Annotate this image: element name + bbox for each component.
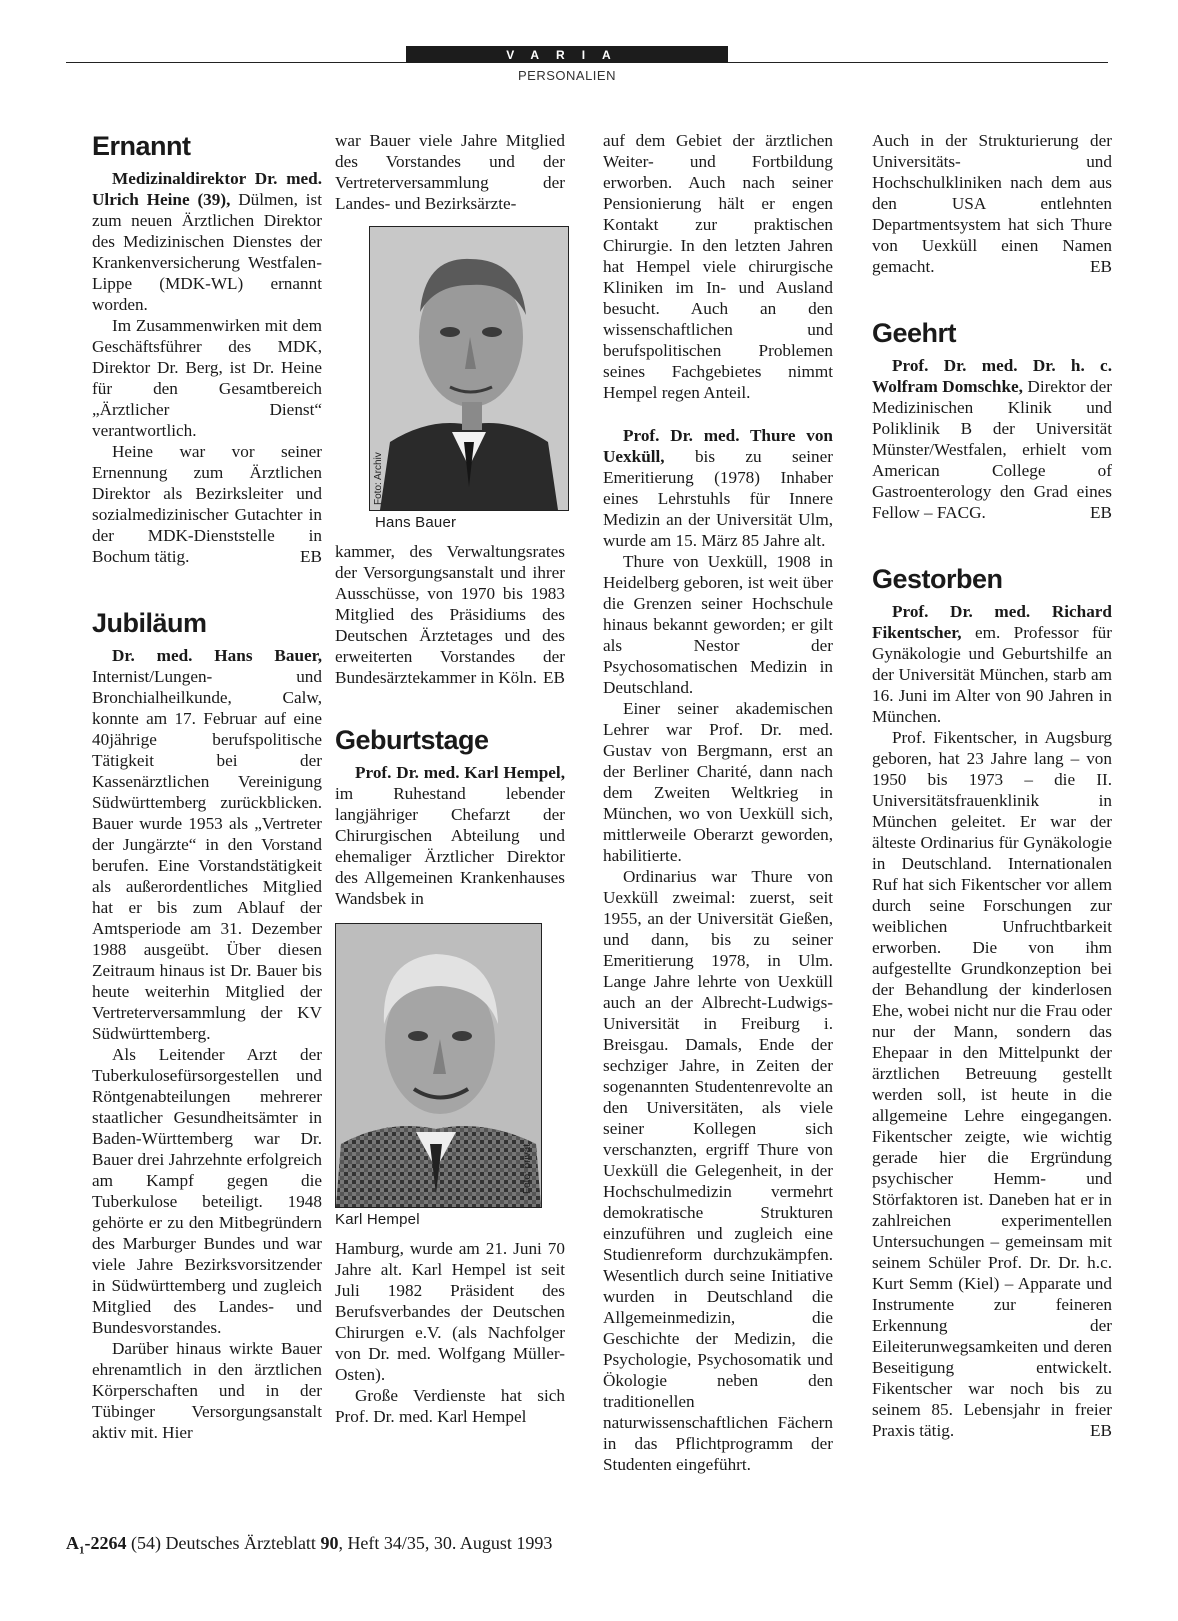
geburtstage-paragraph-3: Große Verdienste hat sich Prof. Dr. med. Karl Hempel: [335, 1386, 565, 1426]
domschke-name: Prof. Dr. med. Dr. h. c. Wolfram Domschke,: [872, 356, 1112, 396]
fikentscher-name: Prof. Dr. med. Richard Fikentscher,: [872, 602, 1112, 642]
ernannt-paragraph-1: Medizinaldirektor Dr. med. Ulrich Heine (39), Dülmen, ist zum neuen Ärztlichen Direktor des Medizinischen Dienstes der Krankenversicherung Westfalen-Lippe (MDK-WL) ernannt worden.: [92, 169, 322, 314]
jubilaeum-paragraph-1: Dr. med. Hans Bauer, Internist/Lungen- und Bronchialheilkunde, Calw, konnte am 17. Februar auf eine 40jährige berufspolitische Tätigkeit bei der Kassenärztlichen Vereinigung Südwürttemberg zurückblicken. Bauer wurde 1953 als „Vertreter der Jungärzte“ in den Vorstand berufen. Eine Vorstandstätigkeit als außerordentliches Mitglied hat er bis zum Ablauf der Amtsperiode am 31. Dezember 1988 ausgeübt. Über diesen Zeitraum hinaus ist Dr. Bauer bis heute weiterhin Mitglied der Vertreterversammlung der KV Südwürttemberg.: [92, 646, 322, 1043]
uexkuell-paragraph-1: Prof. Dr. med. Thure von Uexküll, bis zu seiner Emeritierung (1978) Inhaber eines Lehrstuhls für Innere Medizin an der Universität Ulm, wurde am 15. März 85 Jahre alt.: [603, 426, 833, 550]
header-rule-right: [728, 62, 1108, 63]
page-code: $A_1-2264$: [66, 1533, 127, 1557]
column-1: [92, 130, 322, 1443]
uexkuell-paragraph-2: Thure von Uexküll, 1908 in Heidelberg geboren, ist weit über die Grenzen seiner Hochschule hinaus bekannt geworden; er gilt als Nestor der Psychosomatischen Medizin in Deutschland.: [603, 552, 833, 697]
varia-banner: VARIA: [406, 46, 728, 63]
hempel-name: Prof. Dr. med. Karl Hempel,: [355, 763, 565, 782]
uexkuell-paragraph-5: Auch in der Strukturierung der Universitäts- und Hochschulkliniken nach dem aus den USA entlehnten Departmentsystem hat sich Thure von Uexküll einen Namen gemacht. EB: [872, 131, 1112, 276]
uexkuell-name: Prof. Dr. med. Thure von Uexküll,: [603, 426, 833, 466]
heading-ernannt: Ernannt: [92, 131, 191, 161]
geburtstage-paragraph-4: auf dem Gebiet der ärztlichen Weiter- und Fortbildung erworben. Auch nach seiner Pensionierung hält er engen Kontakt zur praktischen Chirurgie. In den letzten Jahren hat Hempel viele chirurgische Kliniken im In- und Ausland besucht. Auch an den wissenschaftlichen und berufspolitischen Problemen seines Fachgebietes nimmt Hempel regen Anteil.: [603, 131, 833, 402]
photo-karl-hempel: [335, 923, 542, 1208]
footer-text: (54) Deutsches Ärzteblatt: [126, 1533, 321, 1553]
jubilaeum-paragraph-2: Als Leitender Arzt der Tuberkulosefürsorgestellen und Röntgenabteilungen mehrerer staatlicher Gesundheitsämter in Baden-Württemberg war Dr. Bauer drei Jahrzehnte erfolgreich am Kampf gegen die Tuberkulose beteiligt. 1948 gehörte er zu den Mitbegründern des Marburger Bundes und war viele Jahre Bezirksvorsitzender in Südwürttemberg und zugleich Mitglied des Landes- und Bundesvorstandes.: [92, 1045, 322, 1337]
jubilaeum-name: Dr. med. Hans Bauer,: [112, 646, 322, 665]
gestorben-sign: EB: [1090, 1421, 1112, 1440]
ernannt-paragraph-2: Im Zusammenwirken mit dem Geschäftsführer des MDK, Direktor Dr. Berg, ist Dr. Heine für den Gesamtbereich „Ärztlicher Dienst“ verantwortlich.: [92, 316, 322, 440]
portrait-hans-bauer: [370, 227, 568, 510]
geburtstage-paragraph-2: Hamburg, wurde am 21. Juni 70 Jahre alt. Karl Hempel ist seit Juli 1982 Präsident des Berufsverbandes der Deutschen Chirurgen e.V. (als Nachfolger von Dr. med. Wolfgang Müller-Osten).: [335, 1239, 565, 1384]
gestorben-paragraph-1: Prof. Dr. med. Richard Fikentscher, em. Professor für Gynäkologie und Geburtshilfe an der Universität München, starb am 16. Juni im Alter von 90 Jahren in München.: [872, 602, 1112, 726]
jubilaeum-paragraph-3: Darüber hinaus wirkte Bauer ehrenamtlich in den ärztlichen Körperschaften und in der Tübinger Versorgungsanstalt aktiv mit. Hier: [92, 1339, 322, 1442]
caption-karl-hempel: Karl Hempel: [335, 1211, 420, 1228]
geburtstage-sign: EB: [1090, 257, 1112, 276]
uexkuell-paragraph-4: Ordinarius war Thure von Uexküll zweimal: zuerst, seit 1955, an der Universität Gießen, und dann, bis zu seiner Emeritierung 1978, in Ulm. Lange Jahre lehrte von Uexküll auch an der Albrecht-Ludwigs-Universität in Freiburg i. Breisgau. Damals, Ende der sechziger Jahre, in Zeiten der sogenannten Studentenrevolte an den Universitäten, als viele seiner Kollegen sich verschanzten, ergriff Thure von Uexküll die Gelegenheit, in der Hochschulmedizin vermehrt demokratische Strukturen einzuführen und zugleich eine Studienreform durchzukämpfen. Wesentlich durch seine Initiative wurden in Deutschland die Allgemeinmedizin, die Geschichte der Medizin, die Psychologie, Psychosomatik und Ökologie neben den traditionellen naturwissenschaftlichen Fächern in das Pflichtprogramm der Studenten eingeführt.: [603, 867, 833, 1474]
geehrt-sign: EB: [1090, 503, 1112, 522]
heading-geburtstage: Geburtstage: [335, 725, 489, 755]
heading-jubilaeum: Jubiläum: [92, 608, 207, 638]
column-2: [335, 130, 565, 1427]
caption-hans-bauer: Hans Bauer: [375, 514, 457, 531]
column-3: [603, 130, 833, 1475]
header-rule-left: [66, 62, 406, 63]
page-footer: $A_1-2264$ (54) Deutsches Ärzteblatt 90, Heft 34/35, 30. August 1993: [66, 1533, 553, 1557]
ernannt-paragraph-3: Heine war vor seiner Ernennung zum Ärztlichen Direktor als Bezirksleiter und sozialmedizinischer Gutachter in der MDK-Dienststelle in Bochum tätig. EB: [92, 442, 322, 566]
geehrt-paragraph-1: Prof. Dr. med. Dr. h. c. Wolfram Domschke, Direktor der Medizinischen Klinik und Poliklinik B der Universität Münster/Westfalen, erhielt vom American College of Gastroenterology den Grad eines Fellow – FACG. EB: [872, 356, 1112, 522]
heading-geehrt: Geehrt: [872, 318, 957, 348]
gestorben-paragraph-2: Prof. Fikentscher, in Augsburg geboren, hat 23 Jahre lang – von 1950 bis 1973 – die II. Universitätsfrauenklinik in München geleitet. Er war der älteste Ordinarius für Gynäkologie in Deutschland. Internationalen Ruf hat sich Fikentscher vor allem durch seine Forschungen zur weiblichen Unfruchtbarkeit erworben. Die von ihm aufgestellte Grundkonzeption bei der Behandlung der kinderlosen Ehe, wobei nicht nur die Frau oder nur der Mann, sondern das Ehepaar in den Mittelpunkt der ärztlichen Betreuung gestellt werden soll, ist heute in die allgemeine Lehre eingegangen. Fikentscher zeigte, wie wichtig gerade hier die Ergründung psychischer Hemm- und Störfaktoren ist. Daneben hat er in zahlreichen experimentellen Untersuchungen – gemeinsam mit seinem Schüler Prof. Dr. Dr. h.c. Kurt Semm (Kiel) – Apparate und Instrumente zur feineren Erkennung der Eileiterunwegsamkeiten und deren Beseitigung entwickelt. Fikentscher war noch bis zu seinem 85. Lebensjahr in freier Praxis tätig. EB: [872, 728, 1112, 1440]
portrait-karl-hempel: [336, 924, 541, 1207]
geburtstage-paragraph-1: Prof. Dr. med. Karl Hempel, im Ruhestand lebender langjähriger Chefarzt der Chirurgischen Abteilung und ehemaliger Ärztlicher Direktor des Allgemeinen Krankenhauses Wandsbek in: [335, 763, 565, 908]
ernannt-sign: EB: [300, 547, 322, 566]
section-label: PERSONALIEN: [518, 68, 616, 83]
heading-gestorben: Gestorben: [872, 564, 1003, 594]
ernannt-name: Medizinaldirektor Dr. med. Ulrich Heine (39),: [92, 169, 322, 209]
jubilaeum-sign: EB: [543, 668, 565, 687]
uexkuell-paragraph-3: Einer seiner akademischen Lehrer war Prof. Dr. med. Gustav von Bergmann, erst an der Berliner Charité, dann nach dem Zweiten Weltkrieg in München, wo von Uexküll sich, mittlerweile Oberarzt geworden, habilitierte.: [603, 699, 833, 865]
footer-volume: 90: [320, 1533, 339, 1553]
photo-credit-archiv: Foto: Archiv: [373, 452, 384, 505]
column-4: [872, 130, 1112, 1441]
photo-credit-privat: Foto: privat: [522, 1143, 533, 1194]
jubilaeum-paragraph-4: war Bauer viele Jahre Mitglied des Vorstandes und der Vertreterversammlung der Landes- und Bezirksärzte-: [335, 131, 565, 213]
photo-hans-bauer: [369, 226, 569, 511]
jubilaeum-paragraph-5: kammer, des Verwaltungsrates der Versorgungsanstalt und ihrer Ausschüsse, von 1970 bis 1983 Mitglied des Präsidiums des Deutschen Ärztetages und des erweiterten Vorstandes der Bundesärztekammer in Köln. EB: [335, 542, 565, 687]
